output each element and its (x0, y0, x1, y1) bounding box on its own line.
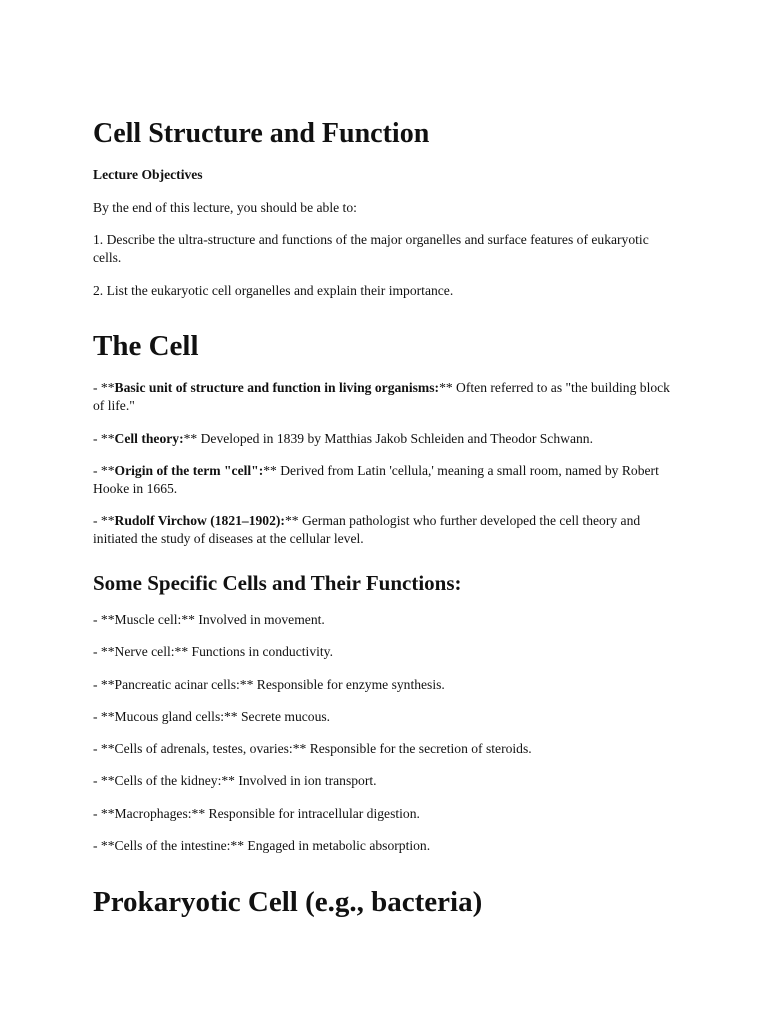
cell-point-prefix: - ** (93, 463, 115, 478)
objective-item: 2. List the eukaryotic cell organelles and explain their importance. (93, 283, 454, 298)
specific-cell-item: - **Muscle cell:** Involved in movement. (93, 612, 325, 627)
specific-cell-item: - **Pancreatic acinar cells:** Responsible for enzyme synthesis. (93, 677, 445, 692)
specific-cell-item: - **Nerve cell:** Functions in conductivity. (93, 644, 333, 659)
cell-point (93, 462, 678, 498)
cell-point-text: ** Developed in 1839 by Matthias Jakob Schleiden and Theodor Schwann. (183, 431, 593, 446)
specific-cell-item: - **Cells of adrenals, testes, ovaries:** Responsible for the secretion of steroids. (93, 741, 532, 756)
specific-cell-item: - **Macrophages:** Responsible for intracellular digestion. (93, 806, 420, 821)
cell-point (93, 379, 678, 415)
cell-point-prefix: - ** (93, 431, 115, 446)
section-heading-the-cell: The Cell (93, 330, 199, 362)
specific-cell-item: - **Mucous gland cells:** Secrete mucous. (93, 709, 331, 724)
cell-point-text: ** Often referred to as "the building block of life." (93, 380, 670, 413)
cell-point-term: Basic unit of structure and function in living organisms: (114, 380, 440, 395)
section-heading-prokaryotic: Prokaryotic Cell (e.g., bacteria) (93, 886, 483, 918)
cell-point-term: Origin of the term "cell": (114, 463, 264, 478)
cell-point-text: ** German pathologist who further developed the cell theory and initiated the study of diseases at the cellular level. (93, 513, 641, 546)
page-title: Cell Structure and Function (93, 118, 430, 149)
section-heading-specific-cells: Some Specific Cells and Their Functions: (93, 571, 462, 595)
objective-item: 1. Describe the ultra-structure and functions of the major organelles and surface features of eukaryotic cells. (93, 232, 649, 265)
cell-point-term: Cell theory: (114, 431, 184, 446)
cell-point (93, 430, 678, 448)
specific-cell-item: - **Cells of the kidney:** Involved in ion transport. (93, 773, 377, 788)
objectives-heading: Lecture Objectives (93, 167, 203, 182)
cell-point-prefix: - ** (93, 513, 115, 528)
objectives-intro: By the end of this lecture, you should be able to: (93, 200, 357, 215)
cell-point-prefix: - ** (93, 380, 115, 395)
cell-point-term: Rudolf Virchow (1821–1902): (114, 513, 285, 528)
cell-point (93, 512, 678, 548)
cell-point-text: ** Derived from Latin 'cellula,' meaning a small room, named by Robert Hooke in 1665. (93, 463, 659, 496)
specific-cell-item: - **Cells of the intestine:** Engaged in metabolic absorption. (93, 838, 431, 853)
